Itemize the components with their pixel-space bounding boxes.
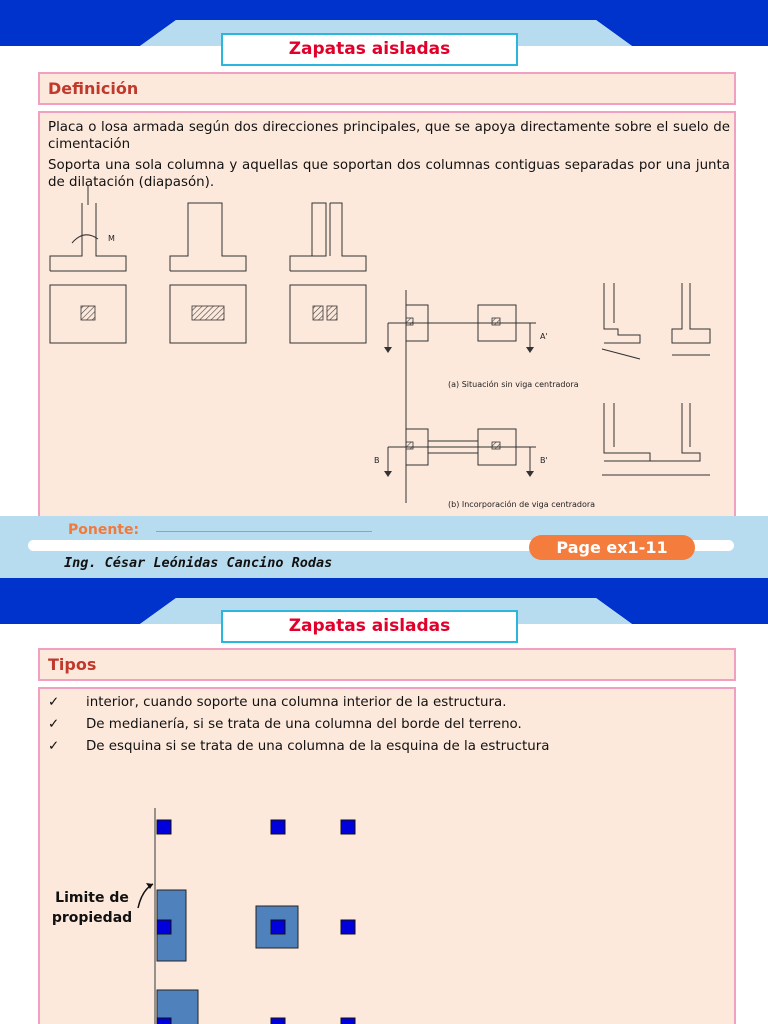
list-item: ✓ interior, cuando soporte una columna interior de la estructura. [48,695,507,710]
check-icon: ✓ [48,717,60,732]
caption-a: (a) Situación sin viga centradora [448,380,579,389]
column [271,820,285,834]
column [341,820,355,834]
definition-paragraph-2: Soporta una sola columna y aquellas que soportan dos columnas contiguas separadas por una junta de dilatación (diapasón). [48,158,730,190]
speaker-name: Ing. César Leónidas Cancino Rodas [64,555,333,571]
slide-tipos [0,578,768,1024]
column [271,920,285,934]
column [271,1018,285,1024]
check-icon: ✓ [48,739,60,754]
section-heading-text: Definición [48,79,139,98]
section-heading-text-2: Tipos [48,655,97,674]
column [341,1018,355,1024]
label-b-prime: B' [540,456,548,465]
content-panel [38,111,736,521]
slide-footer [0,516,768,578]
check-icon: ✓ [48,695,60,710]
label-b: B [374,456,380,465]
column [341,920,355,934]
page-number-badge: Page ex1-11 [529,535,695,560]
label-a-prime: A' [540,332,548,341]
definition-paragraph-1: Placa o losa armada según dos direcciones principales, que se apoya directamente sobre el suelo de cimentación [48,120,730,152]
column [157,920,171,934]
footing-plan-diagram [0,578,768,1024]
slide-title-2: Zapatas aisladas [221,610,518,643]
list-item: ✓ De esquina si se trata de una columna de la esquina de la estructura [48,739,550,754]
moment-label: M [108,234,115,243]
column [157,820,171,834]
footing-figure [40,185,734,525]
ponente-line [156,531,372,532]
column [157,1018,171,1024]
caption-b: (b) Incorporación de viga centradora [448,500,596,509]
slide-title: Zapatas aisladas [221,33,518,66]
list-item: ✓ De medianería, si se trata de una columna del borde del terreno. [48,717,522,732]
ponente-label: Ponente: [68,522,140,538]
property-limit-label: Limite de propiedad [51,890,133,926]
section-heading [38,72,736,105]
